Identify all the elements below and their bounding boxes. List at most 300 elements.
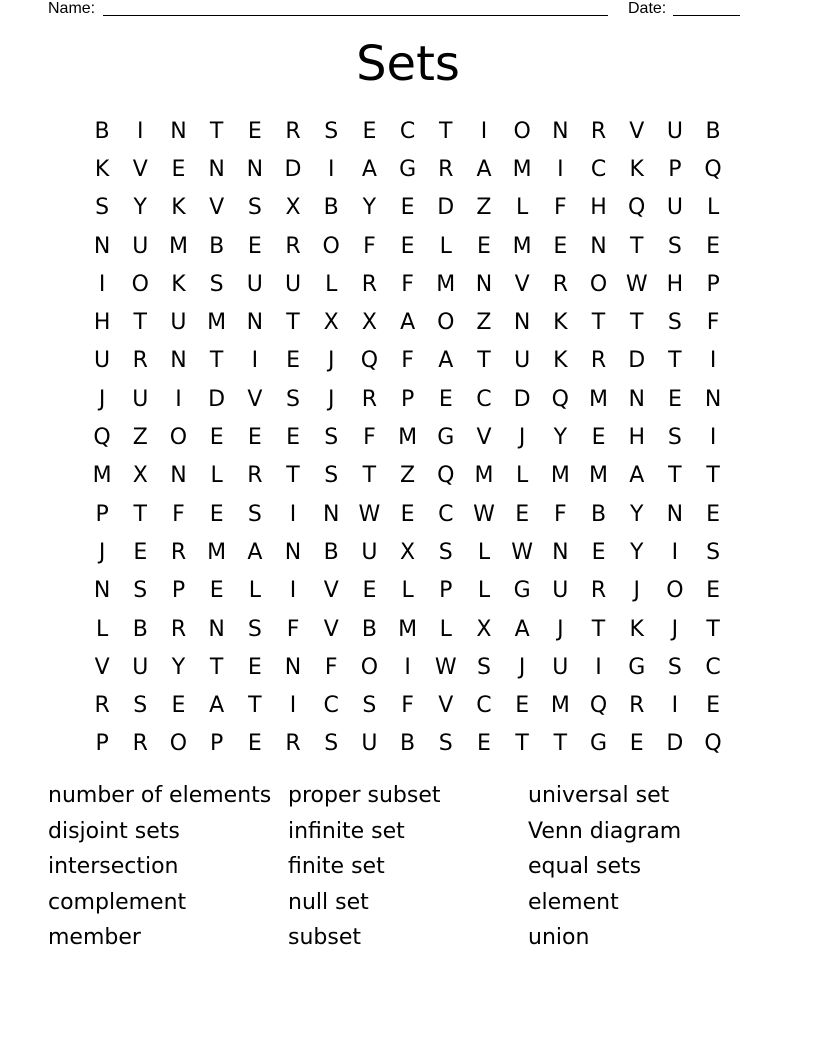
grid-letter: S	[706, 539, 721, 565]
grid-letter: I	[480, 118, 488, 144]
page-title: Sets	[356, 36, 460, 92]
grid-letter: S	[247, 616, 262, 642]
grid-letter: S	[209, 271, 224, 297]
grid-letter: E	[629, 731, 644, 757]
grid-letter: K	[553, 348, 568, 374]
grid-letter: O	[169, 731, 188, 757]
grid-letter: E	[209, 578, 224, 604]
grid-letter: U	[666, 118, 683, 144]
header-row	[48, 0, 748, 20]
grid-letter: J	[557, 616, 564, 642]
grid-letter: F	[554, 501, 567, 527]
grid-letter: T	[668, 348, 682, 374]
word-item: infinite set	[288, 818, 405, 844]
grid-letter: T	[209, 654, 224, 680]
grid-letter: E	[247, 118, 262, 144]
grid-row	[83, 572, 732, 610]
grid-letter: N	[552, 539, 569, 565]
grid-letter: E	[438, 386, 453, 412]
grid-letter: F	[363, 233, 376, 259]
grid-letter: X	[400, 539, 416, 565]
grid-letter: W	[625, 271, 648, 297]
grid-letter: I	[709, 348, 717, 374]
grid-letter: T	[515, 731, 529, 757]
grid-letter: P	[210, 731, 224, 757]
grid-letter: S	[324, 425, 339, 451]
grid-letter: R	[552, 271, 568, 297]
date-label: Date:	[628, 0, 667, 17]
grid-letter: D	[666, 731, 684, 757]
grid-letter: V	[132, 156, 148, 182]
grid-letter: R	[629, 693, 645, 719]
grid-letter: C	[590, 156, 607, 182]
grid-letter: X	[361, 310, 377, 336]
grid-letter: S	[476, 654, 491, 680]
grid-letter: S	[247, 501, 262, 527]
grid-letter: N	[170, 118, 187, 144]
grid-letter: P	[668, 156, 682, 182]
grid-letter: S	[362, 693, 377, 719]
grid-letter: K	[94, 156, 110, 182]
grid-letter: N	[513, 310, 531, 336]
grid-letter: J	[518, 425, 526, 451]
grid-letter: E	[515, 693, 530, 719]
grid-letter: V	[94, 654, 110, 680]
grid-letter: I	[98, 271, 106, 297]
grid-letter: E	[247, 654, 262, 680]
grid-letter: X	[285, 195, 301, 221]
grid-letter: R	[132, 348, 148, 374]
word-item: number of elements	[48, 783, 272, 808]
grid-letter: U	[361, 731, 378, 757]
grid-letter: N	[93, 233, 111, 259]
grid-letter: R	[285, 731, 301, 757]
grid-letter: O	[360, 654, 379, 680]
grid-letter: R	[590, 578, 607, 604]
grid-row	[83, 342, 732, 380]
grid-letter: G	[437, 425, 455, 451]
grid-letter: G	[628, 654, 646, 680]
grid-letter: F	[286, 616, 300, 642]
word-item: intersection	[48, 854, 179, 880]
grid-letter: R	[438, 156, 454, 182]
grid-letter: C	[438, 501, 454, 527]
grid-letter: M	[589, 463, 609, 489]
grid-letter: P	[439, 578, 453, 604]
grid-letter: Q	[704, 731, 722, 757]
grid-letter: O	[589, 271, 608, 297]
word-list	[48, 780, 768, 958]
grid-letter: M	[589, 386, 609, 412]
grid-letter: T	[706, 463, 720, 489]
grid-letter: D	[437, 195, 455, 221]
word-item: subset	[288, 925, 361, 951]
grid-letter: B	[132, 616, 148, 642]
grid-letter: I	[289, 693, 297, 719]
grid-row	[83, 610, 732, 648]
grid-row	[83, 495, 732, 533]
grid-letter: M	[207, 310, 227, 336]
grid-letter: V	[247, 386, 263, 412]
grid-letter: O	[322, 233, 340, 259]
grid-letter: E	[400, 195, 415, 221]
grid-letter: J	[633, 578, 640, 604]
grid-letter: I	[289, 501, 297, 527]
word-item: Venn diagram	[528, 818, 682, 844]
grid-letter: D	[628, 348, 646, 374]
grid-letter: R	[285, 233, 301, 259]
grid-letter: X	[323, 310, 339, 336]
grid-letter: F	[554, 195, 567, 221]
grid-letter: N	[170, 463, 187, 489]
grid-letter: X	[132, 463, 148, 489]
grid-letter: Q	[437, 463, 455, 489]
grid-letter: Z	[400, 463, 416, 489]
grid-letter: S	[133, 693, 148, 719]
grid-letter: A	[514, 616, 530, 642]
grid-letter: S	[95, 195, 110, 221]
grid-letter: E	[400, 233, 415, 259]
grid-letter: B	[590, 501, 607, 527]
grid-letter: A	[629, 463, 645, 489]
grid-letter: E	[591, 425, 606, 451]
grid-letter: T	[477, 348, 491, 374]
grid-letter: B	[705, 118, 721, 144]
grid-letter: M	[550, 693, 570, 719]
grid-letter: T	[439, 118, 453, 144]
grid-letter: L	[401, 578, 414, 604]
grid-letter: D	[208, 386, 226, 412]
grid-letter: I	[709, 425, 717, 451]
date-line[interactable]	[673, 15, 740, 16]
word-item: equal sets	[528, 854, 642, 880]
grid-letter: F	[401, 271, 414, 297]
grid-letter: C	[476, 693, 492, 719]
grid-letter: O	[169, 425, 188, 451]
grid-letter: Y	[362, 195, 377, 221]
grid-letter: E	[362, 578, 377, 604]
word-item: finite set	[288, 854, 385, 880]
grid-letter: N	[93, 578, 111, 604]
grid-letter: J	[327, 348, 335, 374]
grid-letter: L	[95, 616, 109, 642]
grid-letter: M	[512, 233, 532, 259]
grid-letter: F	[401, 693, 414, 719]
grid-letter: H	[93, 310, 111, 336]
grid-letter: S	[438, 539, 453, 565]
grid-letter: E	[171, 156, 186, 182]
grid-letter: N	[552, 118, 569, 144]
grid-letter: T	[133, 310, 147, 336]
grid-letter: S	[667, 654, 682, 680]
grid-letter: P	[95, 731, 109, 757]
grid-letter: H	[666, 271, 684, 297]
grid-letter: N	[208, 616, 225, 642]
grid-letter: I	[289, 578, 297, 604]
grid-letter: B	[94, 118, 110, 144]
grid-letter: Y	[629, 539, 644, 565]
grid-letter: G	[513, 578, 531, 604]
grid-letter: E	[286, 425, 300, 451]
grid-letter: E	[247, 233, 262, 259]
grid-letter: M	[398, 616, 418, 642]
grid-letter: L	[248, 578, 261, 604]
grid-row	[83, 189, 732, 227]
grid-letter: F	[172, 501, 185, 527]
grid-letter: V	[629, 118, 645, 144]
grid-letter: I	[557, 156, 564, 182]
grid-letter: T	[209, 118, 224, 144]
grid-letter: N	[628, 386, 645, 412]
grid-letter: E	[209, 501, 224, 527]
grid-letter: N	[590, 233, 607, 259]
grid-letter: A	[400, 310, 416, 336]
grid-letter: S	[247, 195, 262, 221]
word-column	[288, 780, 528, 958]
grid-letter: J	[98, 386, 106, 412]
grid-letter: Z	[132, 425, 148, 451]
grid-letter: T	[629, 233, 644, 259]
grid-letter: Q	[589, 693, 608, 719]
grid-letter: I	[327, 156, 335, 182]
grid-letter: L	[516, 195, 529, 221]
grid-letter: T	[591, 310, 606, 336]
grid-letter: J	[671, 616, 679, 642]
grid-letter: N	[170, 348, 187, 374]
grid-row	[83, 265, 732, 303]
word-column	[48, 780, 288, 958]
grid-letter: R	[361, 271, 378, 297]
word-item: complement	[48, 889, 187, 915]
letter-grid	[83, 112, 732, 763]
grid-row	[83, 227, 732, 265]
grid-letter: I	[671, 693, 679, 719]
grid-letter: E	[477, 233, 491, 259]
grid-letter: E	[400, 501, 415, 527]
grid-letter: B	[400, 731, 416, 757]
grid-letter: E	[706, 501, 721, 527]
grid-letter: P	[706, 271, 720, 297]
grid-letter: K	[629, 156, 644, 182]
word-item: disjoint sets	[48, 818, 180, 844]
grid-letter: G	[399, 156, 417, 182]
grid-letter: U	[361, 539, 378, 565]
grid-letter: T	[629, 310, 644, 336]
name-line[interactable]	[103, 15, 608, 16]
grid-letter: L	[477, 578, 491, 604]
grid-letter: K	[171, 271, 186, 297]
grid-letter: S	[324, 731, 339, 757]
grid-letter: L	[477, 539, 491, 565]
grid-letter: Q	[360, 348, 379, 374]
grid-letter: T	[286, 463, 300, 489]
grid-letter: A	[438, 348, 454, 374]
grid-letter: N	[246, 310, 264, 336]
word-item: proper subset	[288, 783, 441, 808]
grid-letter: R	[132, 731, 148, 757]
grid-letter: T	[668, 463, 682, 489]
grid-letter: O	[437, 310, 455, 336]
grid-letter: W	[511, 539, 534, 565]
grid-letter: R	[170, 616, 187, 642]
grid-letter: S	[286, 386, 301, 412]
grid-letter: E	[667, 386, 682, 412]
grid-letter: Q	[551, 386, 569, 412]
grid-letter: U	[284, 271, 302, 297]
grid-letter: P	[95, 501, 109, 527]
grid-letter: A	[476, 156, 492, 182]
word-column	[528, 780, 768, 958]
grid-letter: Q	[93, 425, 111, 451]
grid-letter: P	[171, 578, 186, 604]
grid-letter: R	[590, 118, 607, 144]
grid-row	[83, 648, 732, 686]
grid-letter: X	[476, 616, 492, 642]
grid-letter: A	[361, 156, 377, 182]
grid-letter: A	[209, 693, 225, 719]
word-item: null set	[288, 889, 369, 915]
grid-letter: B	[323, 539, 339, 565]
grid-letter: S	[324, 118, 339, 144]
grid-letter: I	[595, 654, 602, 680]
grid-letter: C	[705, 654, 721, 680]
grid-letter: K	[629, 616, 644, 642]
grid-letter: F	[401, 348, 414, 374]
grid-letter: I	[404, 654, 411, 680]
grid-letter: Q	[628, 195, 646, 221]
grid-row	[83, 418, 732, 456]
grid-letter: T	[591, 616, 606, 642]
grid-letter: H	[590, 195, 607, 221]
grid-row	[83, 533, 732, 571]
grid-letter: M	[92, 463, 112, 489]
grid-letter: R	[170, 539, 187, 565]
grid-letter: E	[171, 693, 186, 719]
grid-letter: V	[438, 693, 454, 719]
grid-letter: I	[251, 348, 259, 374]
grid-letter: U	[170, 310, 187, 336]
grid-letter: E	[247, 731, 262, 757]
grid-letter: L	[325, 271, 338, 297]
grid-letter: S	[667, 425, 682, 451]
grid-letter: E	[706, 233, 721, 259]
grid-letter: I	[137, 118, 144, 144]
grid-letter: Z	[476, 195, 492, 221]
grid-row	[83, 380, 732, 418]
grid-letter: U	[666, 195, 683, 221]
grid-letter: C	[323, 693, 339, 719]
grid-letter: E	[247, 425, 262, 451]
grid-letter: B	[209, 233, 225, 259]
grid-row	[83, 112, 732, 150]
grid-letter: L	[439, 616, 452, 642]
grid-letter: K	[553, 310, 568, 336]
grid-letter: T	[248, 693, 262, 719]
grid-letter: U	[132, 386, 149, 412]
grid-letter: G	[590, 731, 608, 757]
grid-letter: O	[513, 118, 531, 144]
grid-letter: T	[553, 731, 568, 757]
grid-letter: B	[323, 195, 339, 221]
grid-letter: E	[477, 731, 491, 757]
grid-letter: N	[284, 654, 302, 680]
grid-row	[83, 150, 732, 188]
grid-letter: D	[284, 156, 302, 182]
grid-letter: N	[322, 501, 340, 527]
grid-letter: J	[518, 654, 526, 680]
word-item: member	[48, 925, 141, 951]
grid-letter: F	[363, 425, 376, 451]
grid-letter: E	[591, 539, 606, 565]
grid-letter: J	[98, 539, 106, 565]
grid-letter: Y	[553, 425, 568, 451]
grid-letter: S	[133, 578, 148, 604]
grid-letter: E	[286, 348, 300, 374]
grid-letter: N	[704, 386, 722, 412]
grid-letter: N	[246, 156, 264, 182]
grid-letter: Y	[629, 501, 644, 527]
grid-letter: R	[285, 118, 301, 144]
grid-letter: K	[171, 195, 186, 221]
grid-letter: U	[94, 348, 111, 374]
grid-letter: Q	[704, 156, 722, 182]
word-item: universal set	[528, 783, 670, 808]
grid-letter: N	[666, 501, 684, 527]
grid-letter: W	[473, 501, 495, 527]
grid-letter: O	[131, 271, 149, 297]
grid-letter: P	[400, 386, 415, 412]
grid-row	[83, 725, 732, 763]
grid-letter: I	[175, 386, 182, 412]
grid-letter: M	[168, 233, 188, 259]
grid-letter: R	[361, 386, 378, 412]
grid-letter: C	[476, 386, 492, 412]
grid-letter: S	[667, 310, 682, 336]
grid-letter: M	[436, 271, 456, 297]
grid-letter: V	[476, 425, 492, 451]
grid-letter: V	[209, 195, 225, 221]
grid-letter: E	[209, 425, 224, 451]
grid-letter: Y	[171, 654, 186, 680]
grid-letter: B	[361, 616, 377, 642]
grid-letter: V	[323, 616, 339, 642]
grid-letter: L	[516, 463, 529, 489]
grid-letter: E	[553, 233, 568, 259]
grid-letter: R	[94, 693, 110, 719]
grid-letter: N	[208, 156, 225, 182]
grid-letter: S	[667, 233, 682, 259]
grid-letter: O	[666, 578, 684, 604]
grid-letter: M	[398, 425, 418, 451]
grid-letter: S	[324, 463, 339, 489]
grid-letter: M	[550, 463, 570, 489]
grid-letter: U	[552, 578, 569, 604]
grid-letter: T	[362, 463, 377, 489]
word-item: union	[528, 925, 590, 951]
grid-letter: F	[324, 654, 338, 680]
grid-letter: D	[513, 386, 531, 412]
grid-letter: C	[399, 118, 416, 144]
grid-letter: W	[358, 501, 381, 527]
grid-letter: V	[514, 271, 530, 297]
grid-letter: M	[512, 156, 532, 182]
grid-letter: L	[210, 463, 223, 489]
grid-letter: N	[284, 539, 302, 565]
grid-letter: U	[514, 348, 531, 374]
grid-letter: T	[706, 616, 720, 642]
grid-letter: T	[209, 348, 224, 374]
name-label: Name:	[48, 0, 96, 17]
